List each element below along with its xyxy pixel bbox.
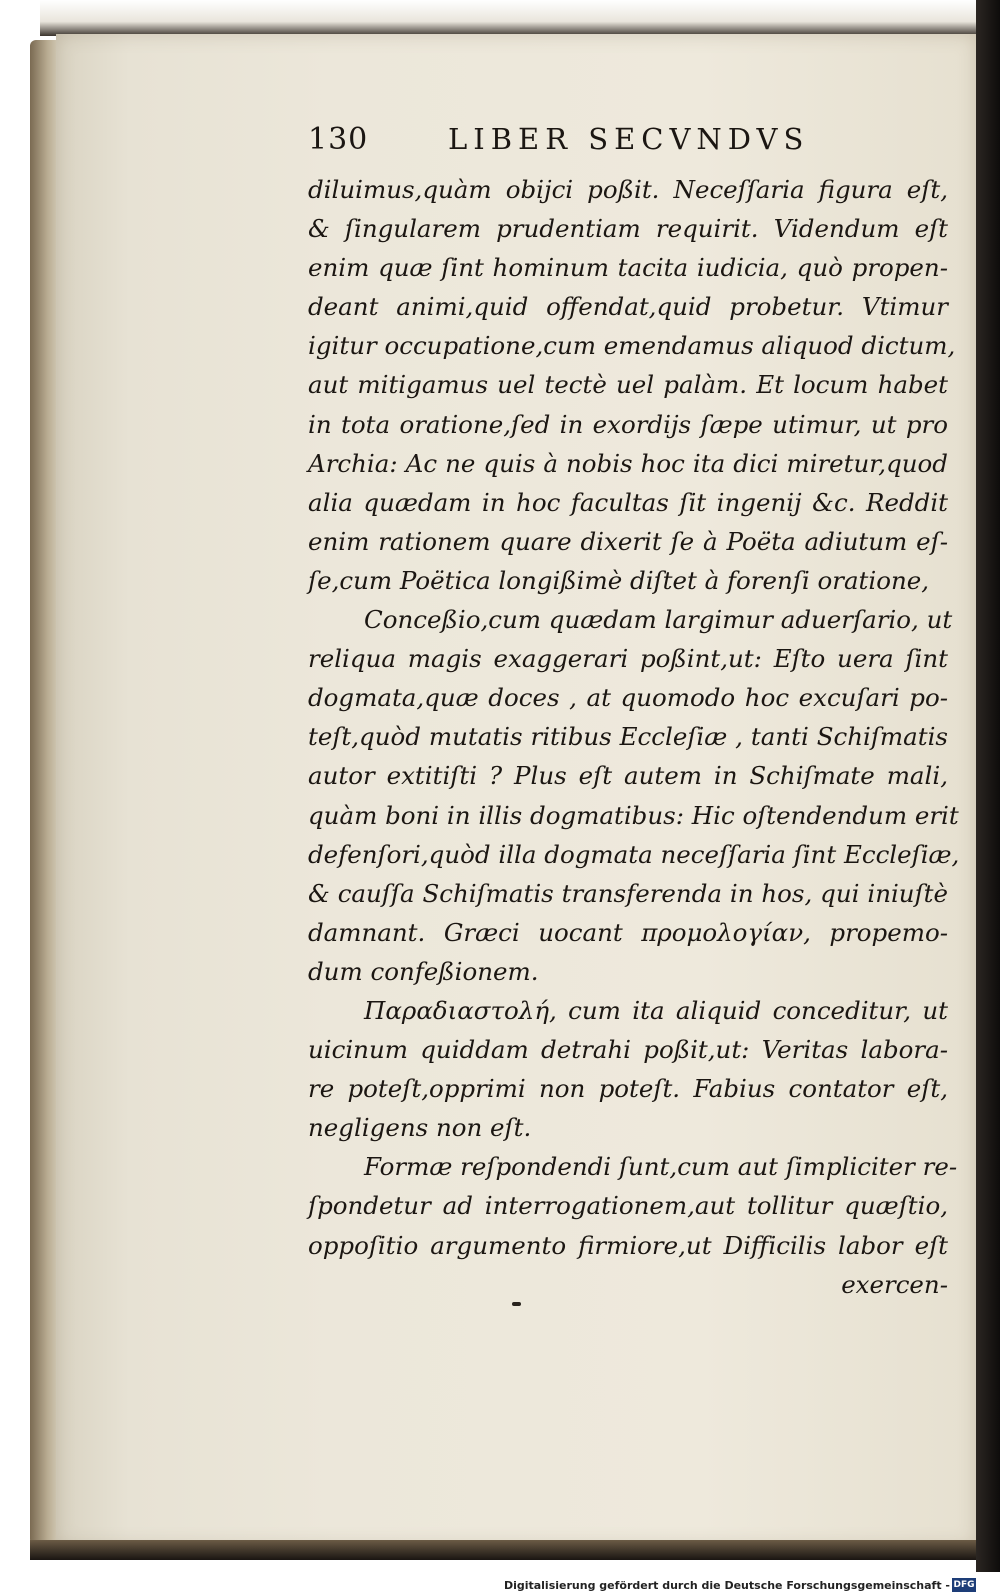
text-line: in tota oratione,ſed in exordijs ſæpe utimur, ut pro: [308, 409, 948, 439]
book-top-shadow: [40, 0, 976, 36]
page-bottom-shadow: [30, 1540, 976, 1560]
dfg-logo-icon: DFG: [953, 1580, 975, 1590]
text-block: [308, 170, 960, 1304]
text-line: reliqua magis exaggerari poßint,ut: Eſto uera ſint: [308, 644, 948, 674]
text-line: enim rationem quare dixerit ſe à Poëta adiutum eſ-: [308, 526, 948, 556]
text-line: uicinum quiddam detrahi poßit,ut: Veritas labora-: [308, 1035, 948, 1065]
text-line: damnant. Græci uocant προμολογίαν, propemo-: [308, 917, 948, 947]
text-line: Παραδιαστολή, cum ita aliquid conceditur, ut: [364, 995, 948, 1025]
catchword: exercen-: [841, 1269, 948, 1299]
text-line: teſt,quòd mutatis ritibus Eccleſiæ , tanti Schiſmatis: [308, 722, 948, 752]
text-line: aut mitigamus uel tectè uel palàm. Et locum habet: [308, 370, 948, 400]
page-number: 130: [308, 122, 369, 157]
text-line: autor extitiſti ? Plus eſt autem in Schiſmate mali,: [308, 761, 948, 791]
text-line: diluimus,quàm obijci poßit. Neceſſaria figura eſt,: [308, 175, 948, 204]
text-line: alia quædam in hoc facultas ſit ingenij &c. Reddit: [308, 487, 948, 517]
text-line: ſe,cum Poëtica longißimè diſtet à forenſi oratione,: [308, 565, 930, 595]
text-line: igitur occupatione,cum emendamus aliquod dictum,: [308, 331, 956, 361]
text-line: & ſingularem prudentiam requirit. Videndum eſt: [308, 214, 948, 244]
text-line: negligens non eſt.: [308, 1113, 532, 1143]
ink-mark: [512, 1302, 521, 1306]
text-line: quàm boni in illis dogmatibus: Hic oſtendendum erit: [308, 800, 959, 830]
text-line: oppoſitio argumento firmiore,ut Difficilis labor eſt: [308, 1230, 948, 1260]
text-line: dum confeßionem.: [308, 956, 539, 986]
text-line: Formæ reſpondendi ſunt,cum aut ſimpliciter re-: [364, 1152, 958, 1182]
text-line: Conceßio,cum quædam largimur aduerſario, ut: [364, 605, 953, 635]
text-line: enim quæ ſint hominum tacita iudicia, quò propen-: [308, 253, 948, 283]
text-line: Archia: Ac ne quis à nobis hoc ita dici miretur,quod: [308, 448, 948, 478]
funding-credit: Digitalisierung gefördert durch die Deutsche Forschungsgemeinschaft -: [503, 1579, 950, 1592]
text-line: re poteſt,opprimi non poteſt. Fabius contator eſt,: [308, 1074, 948, 1104]
text-line: & cauſſa Schiſmatis transferenda in hos, qui iniuſtè: [308, 878, 948, 908]
text-line: defenſori,quòd illa dogmata neceſſaria ſint Eccleſiæ,: [308, 839, 960, 869]
page-header: [308, 118, 948, 164]
text-line: ſpondetur ad interrogationem,aut tollitur quæſtio,: [308, 1191, 948, 1221]
text-line: deant animi,quid offendat,quid probetur. Vtimur: [308, 292, 948, 322]
book-edge-right: [976, 0, 1000, 1572]
running-title: LIBER SECVNDVS: [448, 122, 810, 156]
text-line: dogmata,quæ doces , at quomodo hoc excuſari po-: [308, 683, 948, 713]
